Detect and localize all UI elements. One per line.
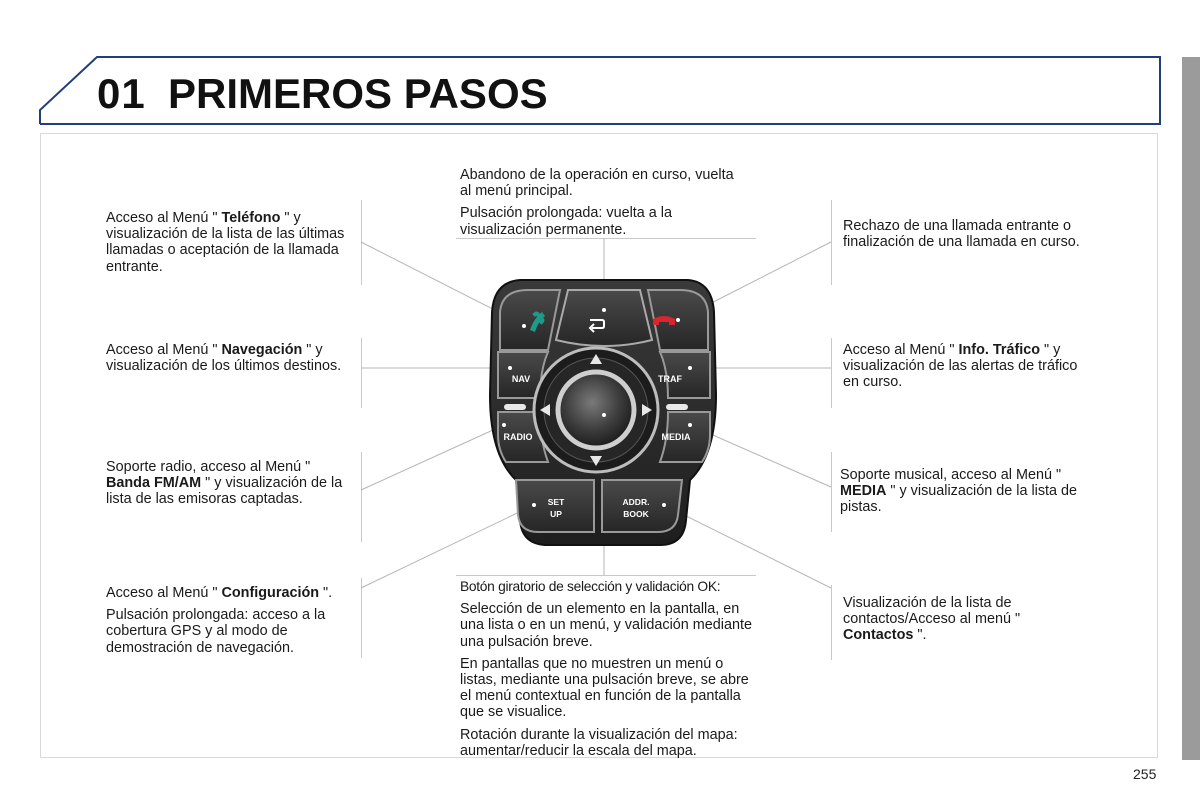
traf-label: TRAF xyxy=(658,374,682,384)
callout-configuracion: Acceso al Menú " Configuración ". Pulsación prolongada: acceso a la cobertura GPS y al modo de demostración de navegación. xyxy=(106,585,333,656)
callout-telefono: Acceso al Menú " Teléfono " y visualización de la lista de las últimas llamadas o aceptación de la llamada entrante. xyxy=(106,210,345,275)
nav-radio-separator xyxy=(504,404,526,410)
callout-knob: Botón giratorio de selección y validación OK: Selección de un elemento en la pantalla, en una lista o en un menú, y validación mediante una pulsación breve. En pantallas que no muestren un menú o listas, mediante una pulsación breve, se abre el menú contextual en función de la pantalla que se visualice. Rotación durante la visualización del mapa: aumentar/reducir la escala del mapa. xyxy=(460,579,752,759)
book-label: BOOK xyxy=(623,509,649,519)
callout-media: Soporte musical, acceso al Menú " MEDIA " y visualización de la lista de pistas. xyxy=(840,467,1078,516)
up-label: UP xyxy=(550,509,562,519)
chapter-title: PRIMEROS PASOS xyxy=(168,70,548,117)
back-button xyxy=(556,290,652,346)
traf-media-separator xyxy=(666,404,688,410)
media-label: MEDIA xyxy=(661,432,691,442)
rotary-knob xyxy=(558,372,634,448)
callout-trafico: Acceso al Menú " Info. Tráfico " y visualización de las alertas de tráfico en curso. xyxy=(843,342,1078,391)
callout-contactos: Visualización de la lista de contactos/Acceso al menú " Contactos ". xyxy=(843,595,1021,644)
page-number: 255 xyxy=(1133,766,1157,782)
nav-label: NAV xyxy=(511,374,531,384)
radio-label: RADIO xyxy=(503,432,533,442)
callout-back: Abandono de la operación en curso, vuelta al menú principal. Pulsación prolongada: vuelta a la visualización permanente. xyxy=(460,167,734,238)
callout-navegacion: Acceso al Menú " Navegación " y visualización de los últimos destinos. xyxy=(106,342,342,375)
callout-radio: Soporte radio, acceso al Menú " Banda FM/AM " y visualización de la lista de las emisoras captadas. xyxy=(106,459,343,508)
chapter-number: 01 xyxy=(97,70,146,117)
set-label: SET xyxy=(547,497,565,507)
addr-label: ADDR. xyxy=(622,497,650,507)
callout-hangup: Rechazo de una llamada entrante o finalización de una llamada en curso. xyxy=(843,218,1080,251)
